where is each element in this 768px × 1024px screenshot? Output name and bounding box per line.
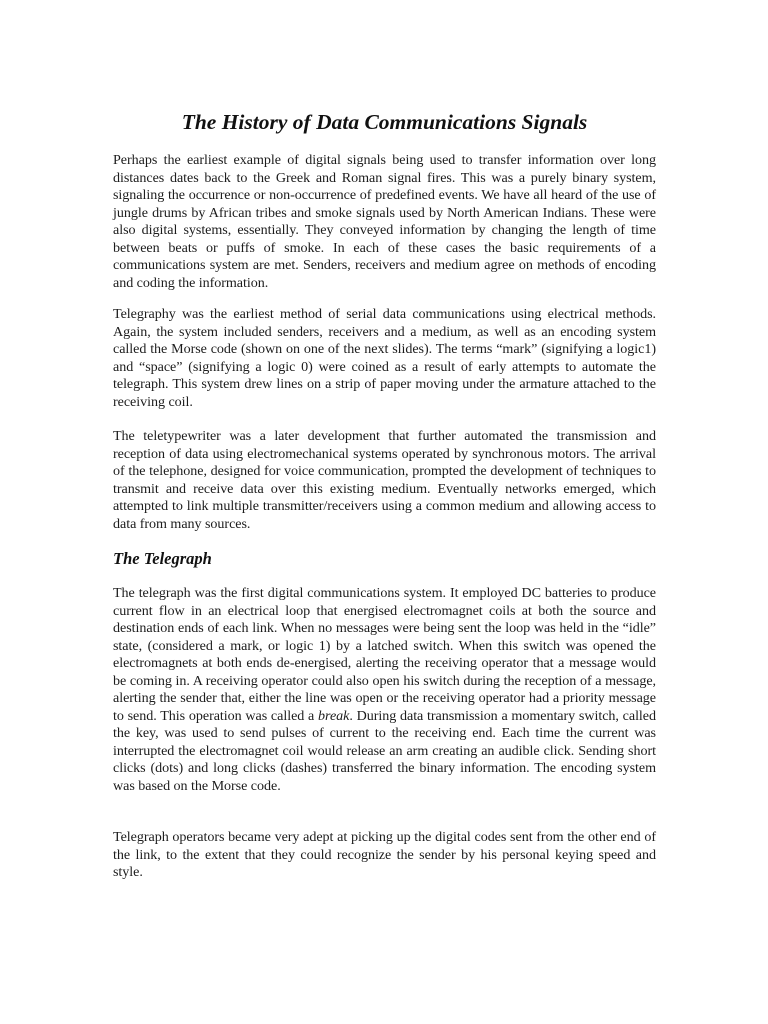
paragraph-telegraph-operators: Telegraph operators became very adept at picking up the digital codes sent from the other end of the link, to the extent that they could recognize the sender by his personal keying speed and style. [113, 829, 656, 880]
telegraph-text-part-1: The telegraph was the first digital communications system. It employed DC batteries to produce current flow in an electrical loop that energised electromagnet coils at both the source and destination ends of each link. When no messages were being sent the loop was held in the “idle” state, (considered a mark, or logic 1) by a latched switch. When this switch was opened the electromagnets at both ends de-energised, alerting the receiving operator that a message would be coming in. A receiving operator could also open his switch during the reception of a message, alerting the sender that, either the line was open or the receiving operator had a priority message to send. This operation was called a [113, 585, 656, 724]
paragraph-signal-fires: Perhaps the earliest example of digital signals being used to transfer information over long distances dates back to the Greek and Roman signal fires. This was a purely binary system, signaling the occurrence or non-occurrence of predefined events. We have all heard of the use of jungle drums by African tribes and smoke signals used by North American Indians. These were also digital systems, essentially. They conveyed information by changing the length of time between beats or puffs of smoke. In each of these cases the basic requirements of a communications system are met. Senders, receivers and medium agree on methods of encoding and coding the information. [113, 152, 656, 291]
document-title: The History of Data Communications Signals [181, 110, 588, 134]
paragraph-telegraph-system [113, 585, 656, 795]
telegraph-text-part-2: . During data transmission a momentary switch, called the key, was used to send pulses of current to the receiving end. Each time the current was interrupted the electromagnet coil would release an arm creating an audible click. Sending short clicks (dots) and long clicks (dashes) transferred the binary information. The encoding system was based on the Morse code. [113, 707, 656, 794]
italic-term-break: break [318, 707, 350, 724]
paragraph-telegraphy: Telegraphy was the earliest method of serial data communications using electrical methods. Again, the system included senders, receivers and a medium, as well as an encoding system called the Morse code (shown on one of the next slides). The terms “mark” (signifying a logic1) and “space” (signifying a logic 0) were coined as a result of early attempts to automate the telegraph. This system drew lines on a strip of paper moving under the armature attached to the receiving coil. [113, 306, 656, 410]
paragraph-teletypewriter: The teletypewriter was a later development that further automated the transmission and reception of data using electromechanical systems operated by synchronous motors. The arrival of the telephone, designed for voice communication, prompted the development of techniques to transmit and receive data over this existing medium. Eventually networks emerged, which attempted to link multiple transmitter/receivers using a common medium and allowing access to data from many sources. [113, 428, 656, 532]
section-heading-telegraph: The Telegraph [113, 549, 212, 568]
